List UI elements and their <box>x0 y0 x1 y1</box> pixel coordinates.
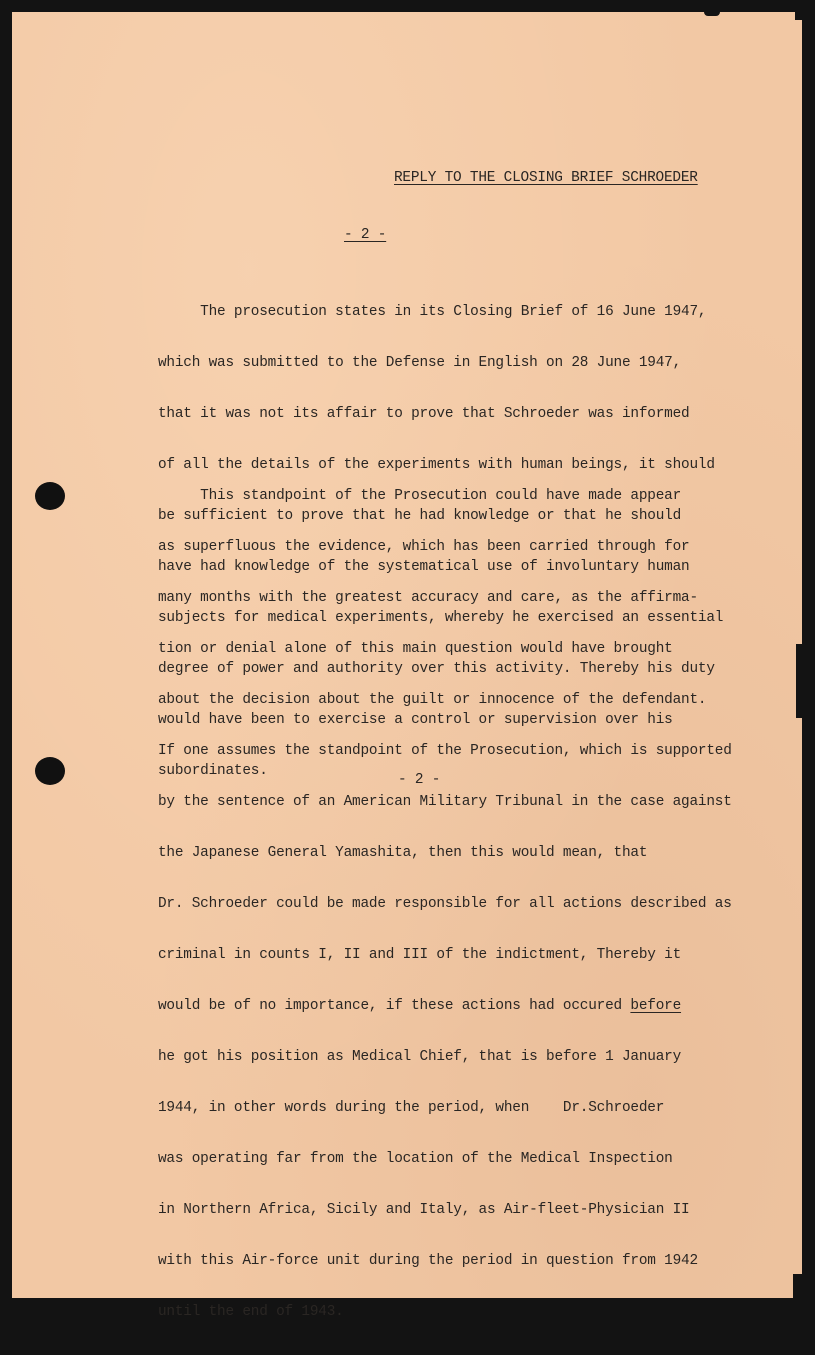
paragraph-2-line: with this Air-force unit during the period in question from 1942 <box>158 1253 698 1269</box>
page-corner-tab-top <box>704 8 720 16</box>
paragraph-2-line: If one assumes the standpoint of the Prosecution, which is supported <box>158 743 732 759</box>
page-edge-tab-right <box>796 644 804 718</box>
punch-hole-top <box>35 482 65 510</box>
paragraph-2-line: about the decision about the guilt or innocence of the defendant. <box>158 692 707 708</box>
document-page <box>12 12 802 1320</box>
paragraph-1-line: subjects for medical experiments, whereby he exercised an essential <box>158 610 724 626</box>
page-corner-tab-right-top <box>795 12 803 20</box>
paragraph-1-line: degree of power and authority over this activity. Thereby his duty <box>158 661 715 677</box>
page-number-top: - 2 - <box>344 227 387 243</box>
document-header: REPLY TO THE CLOSING BRIEF SCHROEDER <box>394 170 698 186</box>
paragraph-1-line: be sufficient to prove that he had knowledge or that he should <box>158 508 682 524</box>
paragraph-2-line: he got his position as Medical Chief, that is before 1 January <box>158 1049 682 1065</box>
page-corner-tab-bottom-right <box>793 1274 805 1300</box>
paragraph-2-line: 1944, in other words during the period, when Dr.Schroeder <box>158 1100 665 1116</box>
paragraph-2-line: This standpoint of the Prosecution could have made appear <box>158 488 682 504</box>
paragraph-2-line: until the end of 1943. <box>158 1304 344 1320</box>
punch-hole-bottom <box>35 757 65 785</box>
paragraph-2-line: was operating far from the location of the Medical Inspection <box>158 1151 673 1167</box>
paragraph-1-line: subordinates. <box>158 763 268 779</box>
paragraph-1-line: of all the details of the experiments with human beings, it should <box>158 457 715 473</box>
paragraph-2-line-with-underline <box>158 998 732 1015</box>
paragraph-2-line-text: would be of no importance, if these actions had occured <box>158 998 631 1014</box>
paragraph-2-line: in Northern Africa, Sicily and Italy, as Air-fleet-Physician II <box>158 1202 690 1218</box>
paragraph-1-line: which was submitted to the Defense in English on 28 June 1947, <box>158 355 682 371</box>
paragraph-2-line: Dr. Schroeder could be made responsible for all actions described as <box>158 896 732 912</box>
paragraph-2-line: many months with the greatest accuracy and care, as the affirma- <box>158 590 698 606</box>
paragraph-2-line: as superfluous the evidence, which has been carried through for <box>158 539 690 555</box>
paragraph-2-line: criminal in counts I, II and III of the indictment, Thereby it <box>158 947 682 963</box>
paragraph-1-line: that it was not its affair to prove that Schroeder was informed <box>158 406 690 422</box>
paragraph-1-line: would have been to exercise a control or supervision over his <box>158 712 673 728</box>
paragraph-1-line: The prosecution states in its Closing Brief of 16 June 1947, <box>158 304 707 320</box>
paragraph-2-line: tion or denial alone of this main question would have brought <box>158 641 673 657</box>
paragraph-1-line: have had knowledge of the systematical use of involuntary human <box>158 559 690 575</box>
page-number-bottom: - 2 - <box>398 772 441 788</box>
paragraph-2-line: the Japanese General Yamashita, then this would mean, that <box>158 845 648 861</box>
paragraph-2 <box>158 454 732 1355</box>
underlined-word: before <box>630 998 682 1014</box>
paragraph-2-line: by the sentence of an American Military Tribunal in the case against <box>158 794 732 810</box>
